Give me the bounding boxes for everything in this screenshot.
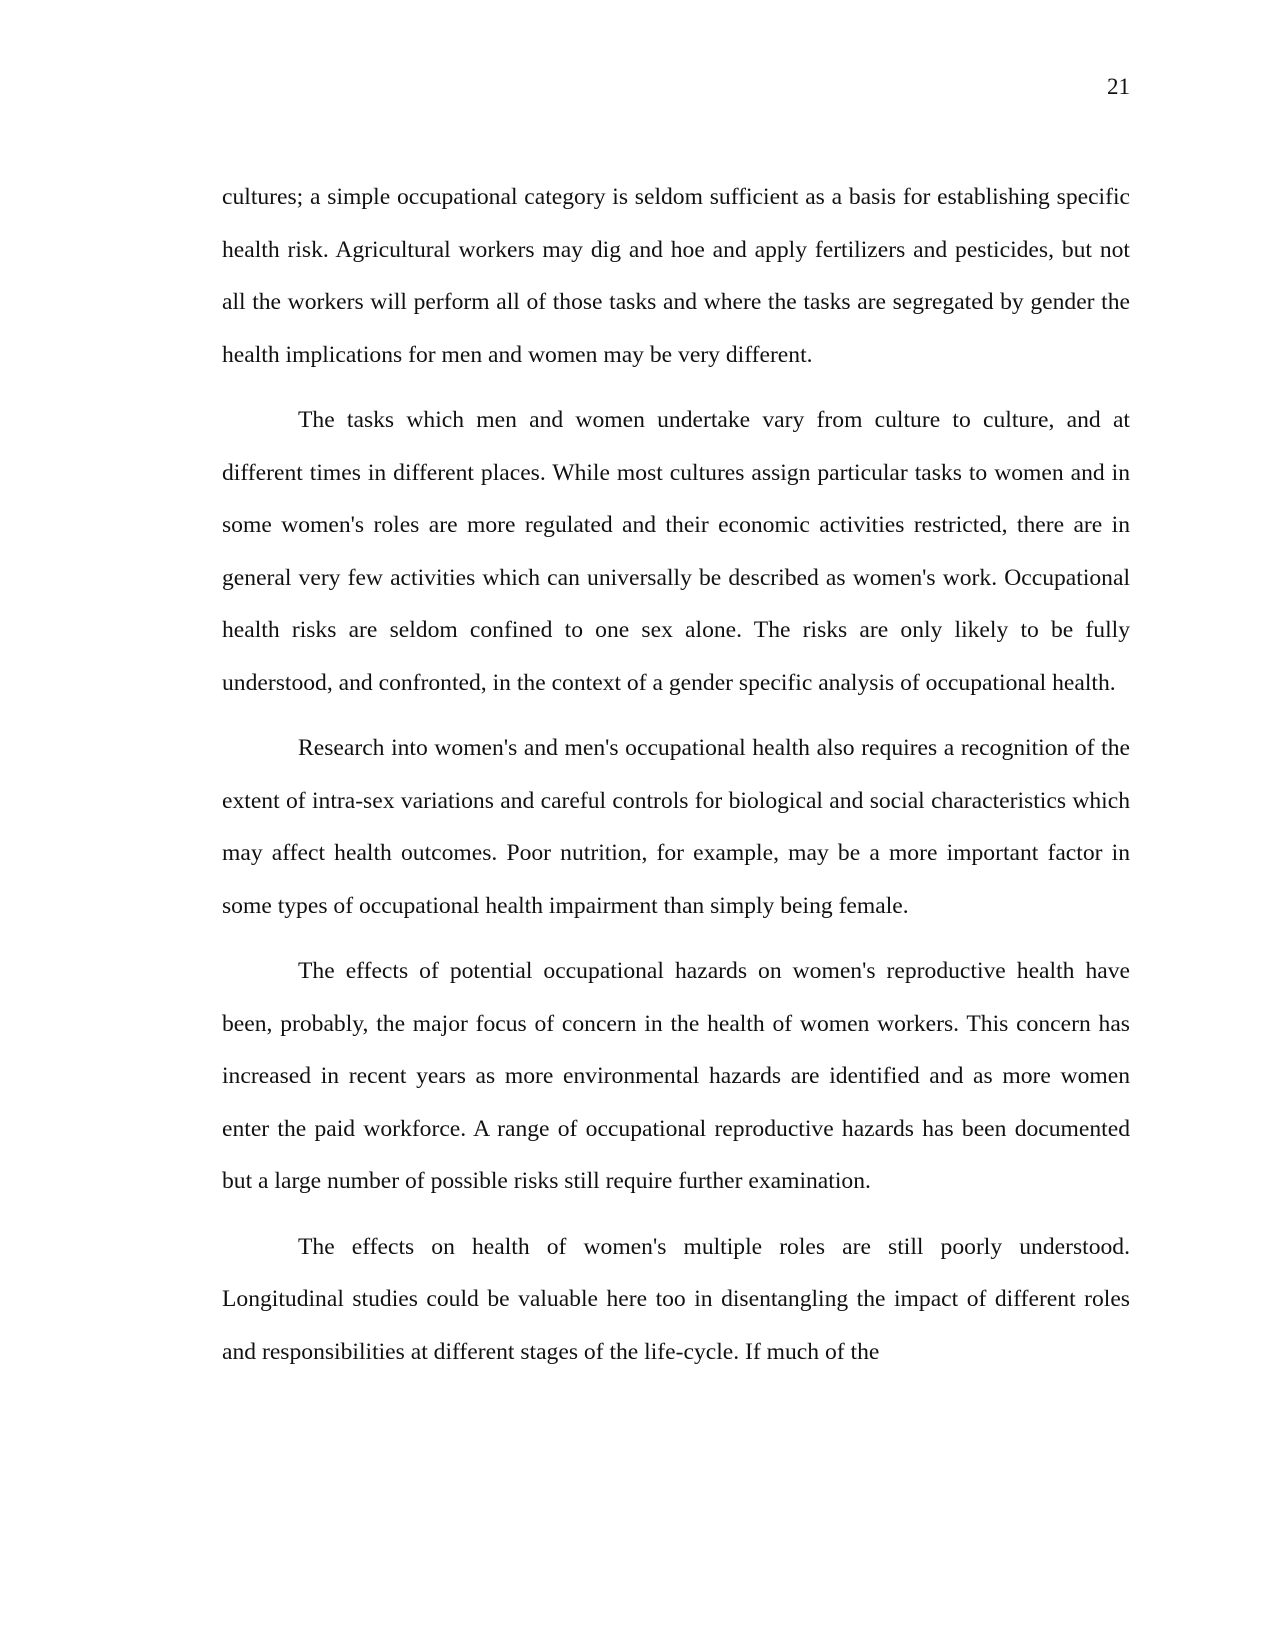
paragraph-2: The tasks which men and women undertake vary from culture to culture, and at different times in different places. While most cultures assign particular tasks to women and in some women's roles are more regulated and their economic activities restricted, there are in general very few activities which can universally be described as women's work. Occupational health risks are seldom confined to one sex alone. The risks are only likely to be fully understood, and confronted, in the context of a gender specific analysis of occupational health.: [222, 407, 1130, 696]
body-text: [222, 171, 1130, 1378]
paragraph-4: The effects of potential occupational hazards on women's reproductive health have been, probably, the major focus of concern in the health of women workers. This concern has increased in recent years as more environmental hazards are identified and as more women enter the paid workforce. A range of occupational reproductive hazards has been documented but a large number of possible risks still require further examination.: [222, 958, 1130, 1194]
paragraph-5: The effects on health of women's multiple roles are still poorly understood. Longitudinal studies could be valuable here too in disentangling the impact of different roles and responsibilities at different stages of the life-cycle. If much of the: [222, 1233, 1130, 1365]
page-number: 21: [1107, 74, 1130, 99]
paragraph-1: cultures; a simple occupational category is seldom sufficient as a basis for establishing specific health risk. Agricultural workers may dig and hoe and apply fertilizers and pesticides, but not all the workers will perform all of those tasks and where the tasks are segregated by gender the health implications for men and women may be very different.: [222, 184, 1130, 368]
paragraph-3: Research into women's and men's occupational health also requires a recognition of the extent of intra-sex variations and careful controls for biological and social characteristics which may affect health outcomes. Poor nutrition, for example, may be a more important factor in some types of occupational health impairment than simply being female.: [222, 735, 1130, 919]
